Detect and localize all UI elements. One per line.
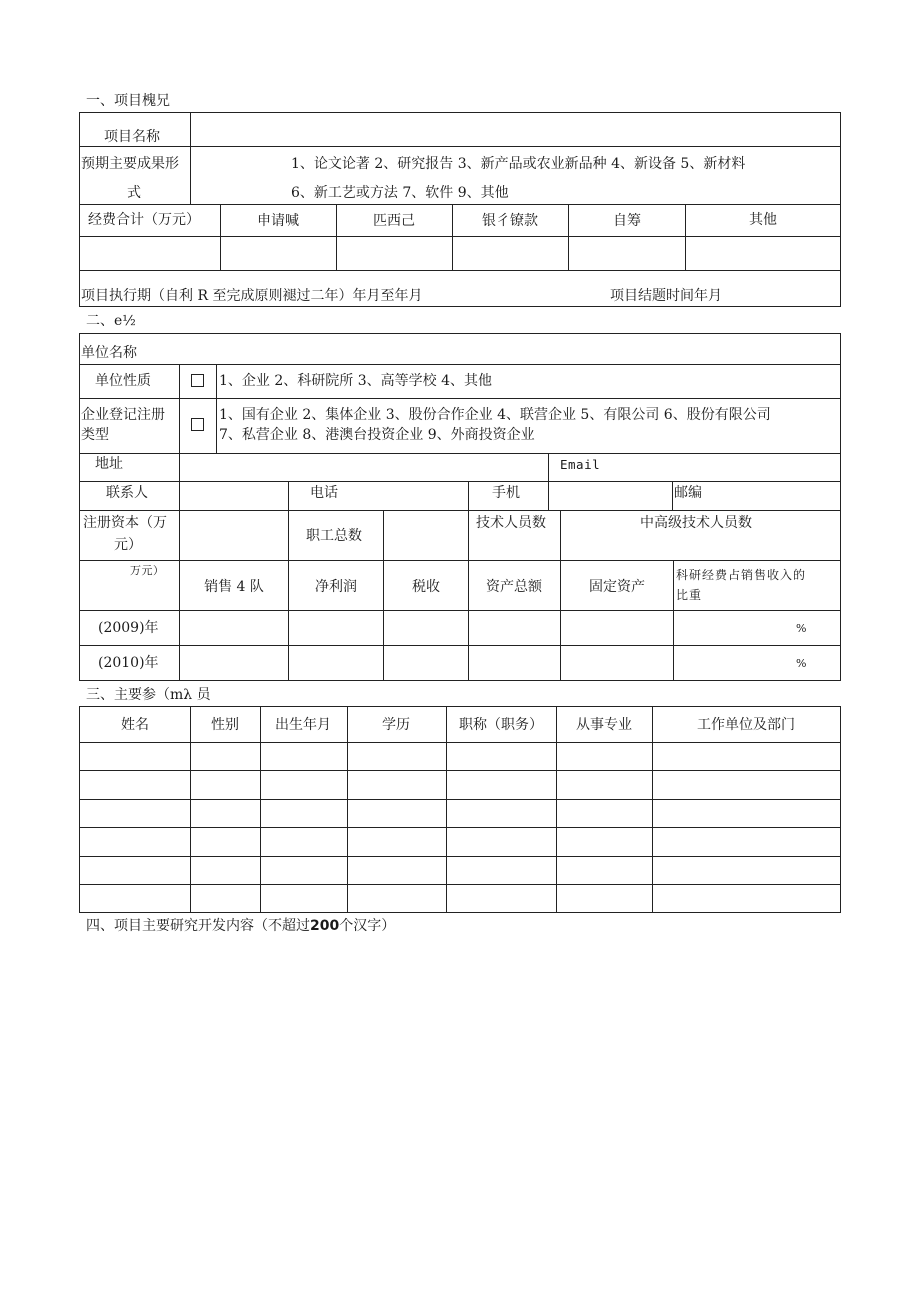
staff-col-title: 职称（职务） [459,717,543,733]
phone-label: 电话 [310,485,338,501]
fin-col-net-profit: 净利润 [315,579,357,595]
section4-heading-number: 200 [310,918,340,934]
results-options-line2: 6、新工艺或方法 7、软件 9、其他 [291,185,509,201]
staff-col-workplace: 工作单位及部门 [697,717,795,733]
financial-unit-label: 万元） [130,564,165,577]
fin-col-tax: 税收 [412,579,440,595]
funding-col-other: 其他 [749,212,777,228]
reg-type-label-2: 类型 [81,427,109,443]
section1-heading: 一、项目槐兄 [86,93,170,109]
unit-nature-options: 1、企业 2、科研院所 3、高等学校 4、其他 [219,373,492,389]
fin-col-fixed-assets: 固定资产 [589,579,645,595]
mobile-label: 手机 [492,485,520,501]
funding-col-apply: 申请喊 [257,213,299,229]
expected-results-label: 预期主要成果形 [81,156,179,172]
results-options-line1: 1、论文论著 2、研究报告 3、新产品或农业新品种 4、新设备 5、新材料 [291,156,746,172]
funding-col-loan: 银彳镣款 [482,213,538,229]
expected-results-label-2: 式 [127,185,141,201]
staff-col-birth: 出生年月 [275,717,331,733]
staff-col-name: 姓名 [121,717,149,733]
total-staff-label: 职工总数 [306,528,362,544]
project-name-label: 项目名称 [104,129,160,145]
staff-col-specialty: 从事专业 [576,717,632,733]
senior-tech-staff-label: 中高级技术人员数 [640,515,752,531]
percent-2010: % [796,657,807,670]
address-label: 地址 [95,456,123,472]
unit-nature-label: 单位性质 [95,373,151,389]
funding-total-label: 经费合计（万元） [88,212,200,228]
staff-col-education: 学历 [382,717,410,733]
fin-col-sales: 销售 4 队 [204,579,264,595]
year-row-2009: (2009)年 [98,620,159,636]
section2-heading: 二、e½ [86,313,136,329]
rd-ratio-label-2: 比重 [676,588,703,602]
section4-heading [86,919,395,933]
section4-heading-suffix: 个汉字） [339,918,396,934]
staff-col-gender: 性别 [211,717,239,733]
section3-heading: 三、主要参（mλ 员 [86,687,211,703]
reg-type-checkbox[interactable] [191,418,204,431]
reg-type-label: 企业登记注册 [81,407,165,423]
contact-person-label: 联系人 [106,485,148,501]
section4-heading-prefix: 四、项目主要研究开发内容（不超过 [86,918,310,934]
rd-ratio-label: 科研经费占销售收入的 [676,568,807,582]
execution-period: 项目执行期（自利 R 至完成原则褪过二年）年月至年月 [81,288,423,304]
funding-col-self: 自筹 [613,213,641,229]
percent-2009: % [796,622,807,635]
registered-capital-label: 注册资本（万 [83,515,167,531]
email-label: Email [560,457,601,472]
reg-type-options-line1: 1、国有企业 2、集体企业 3、股份合作企业 4、联营企业 5、有限公司 6、股份有限公司 [219,407,771,423]
registered-capital-label-2: 元） [114,537,142,553]
conclusion-time: 项目结题时间年月 [610,288,722,304]
fin-col-total-assets: 资产总额 [486,579,542,595]
reg-type-options-line2: 7、私营企业 8、港澳台投资企业 9、外商投资企业 [219,427,535,443]
funding-col-match: 匹西己 [373,213,415,229]
postcode-label: 邮编 [674,485,702,501]
tech-staff-label: 技术人员数 [476,515,546,531]
year-row-2010: (2010)年 [98,655,159,671]
unit-name-label: 单位名称 [81,345,137,361]
unit-nature-checkbox[interactable] [191,374,204,387]
